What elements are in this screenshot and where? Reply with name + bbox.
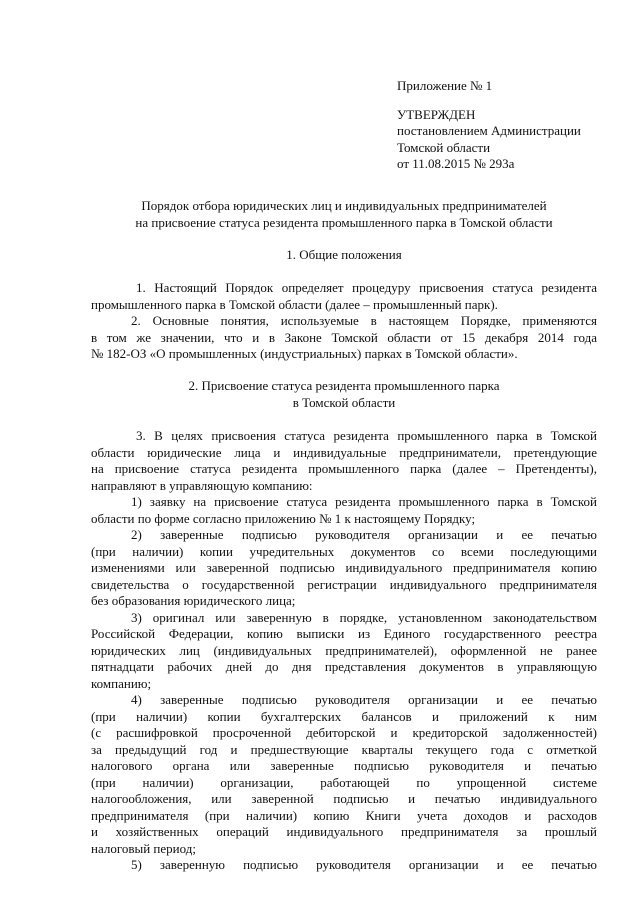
- paragraph-line: (при наличии) копии бухгалтерских балансов и приложений к ним: [91, 708, 597, 724]
- approval-block: [397, 78, 627, 173]
- paragraph-line: юридических лиц (индивидуальных предпринимателей), оформленной не ранее: [91, 642, 597, 658]
- paragraph-line: 3) оригинал или заверенную в порядке, установленном законодательством: [131, 609, 597, 625]
- paragraph-line: налогового органа или заверенные подписью руководителя и печатью: [91, 758, 597, 773]
- paragraph-line: (при наличии) копии учредительных документов со всеми последующими: [91, 543, 597, 559]
- paragraph-line: области юридические лица и индивидуальные предприниматели, претендующие: [91, 444, 597, 460]
- paragraph-line: № 182-ОЗ «О промышленных (индустриальных) парках в Томской области».: [91, 346, 518, 361]
- paragraph-line: предпринимателя (при наличии) копию Книги учета доходов и расходов: [91, 807, 597, 823]
- approval-line-2: Томской области: [397, 139, 491, 155]
- paragraph-line: (с расшифровкой просроченной дебиторской и кредиторской задолженностей): [91, 725, 597, 740]
- paragraph-line: 5) заверенную подписью руководителя организации и ее печатью: [131, 857, 597, 872]
- paragraph-line: за предыдущий год и предшествующие кварталы текущего года с отметкой: [91, 741, 597, 757]
- paragraph-line: 3. В целях присвоения статуса резидента промышленного парка в Томской: [136, 428, 597, 443]
- section-2-heading-line-2: в Томской области: [292, 394, 396, 410]
- paragraph-line: 2. Основные понятия, используемые в настоящем Порядке, применяются: [131, 313, 597, 328]
- paragraph-line: Российской Федерации, копию выписки из Единого государственного реестра: [91, 626, 597, 641]
- paragraph-line: 1) заявку на присвоение статуса резидента промышленного парка в Томской: [131, 494, 597, 509]
- paragraph-line: в том же значении, что и в Законе Томской области от 15 декабря 2014 года: [91, 329, 597, 345]
- approved-label: УТВЕРЖДЕН: [397, 106, 476, 122]
- paragraph-line: 4) заверенные подписью руководителя организации и ее печатью: [131, 692, 597, 707]
- paragraph-line: промышленного парка в Томской области (далее – промышленный парк).: [91, 296, 498, 312]
- section-1-body: [91, 280, 597, 363]
- paragraph-line: направляют в управляющую компанию:: [91, 477, 313, 493]
- section-2-heading: [80, 378, 608, 411]
- paragraph-line: компанию;: [91, 675, 152, 691]
- title-line-2: на присвоение статуса резидента промышленного парка в Томской области: [135, 214, 553, 230]
- section-2-heading-line-1: 2. Присвоение статуса резидента промышленного парка: [188, 378, 500, 393]
- paragraph-line: свидетельства о государственной регистрации индивидуального предпринимателя: [91, 576, 597, 592]
- approval-date-number: от 11.08.2015 № 293а: [397, 156, 515, 171]
- approval-line-1: постановлением Администрации: [397, 123, 581, 138]
- paragraph-line: (при наличии) организации, работающей по упрощенной системе: [91, 774, 597, 790]
- paragraph-line: налоговый период;: [91, 840, 196, 856]
- paragraph-line: 1. Настоящий Порядок определяет процедуру присвоения статуса резидента: [136, 280, 597, 295]
- paragraph-line: налогообложения, или заверенной подписью и печатью индивидуального: [91, 791, 597, 806]
- paragraph-line: без образования юридического лица;: [91, 593, 296, 608]
- document-title: [80, 198, 608, 231]
- section-2-body: [91, 428, 597, 874]
- paragraph-line: области по форме согласно приложению № 1 к настоящему Порядку;: [91, 510, 476, 526]
- title-line-1: Порядок отбора юридических лиц и индивидуальных предпринимателей: [141, 198, 547, 213]
- section-1-heading: 1. Общие положения: [286, 247, 402, 262]
- paragraph-line: 2) заверенные подписью руководителя организации и ее печатью: [131, 527, 597, 542]
- annex-label: Приложение № 1: [397, 78, 493, 93]
- paragraph-line: изменениями или заверенной подписью индивидуального предпринимателя копию: [91, 560, 597, 575]
- paragraph-line: и хозяйственных операций индивидуального предпринимателя за прошлый: [91, 824, 597, 839]
- paragraph-line: пятнадцати рабочих дней до дня представления документов в управляющую: [91, 659, 597, 674]
- paragraph-line: на присвоение статуса резидента промышленного парка (далее – Претенденты),: [91, 461, 597, 476]
